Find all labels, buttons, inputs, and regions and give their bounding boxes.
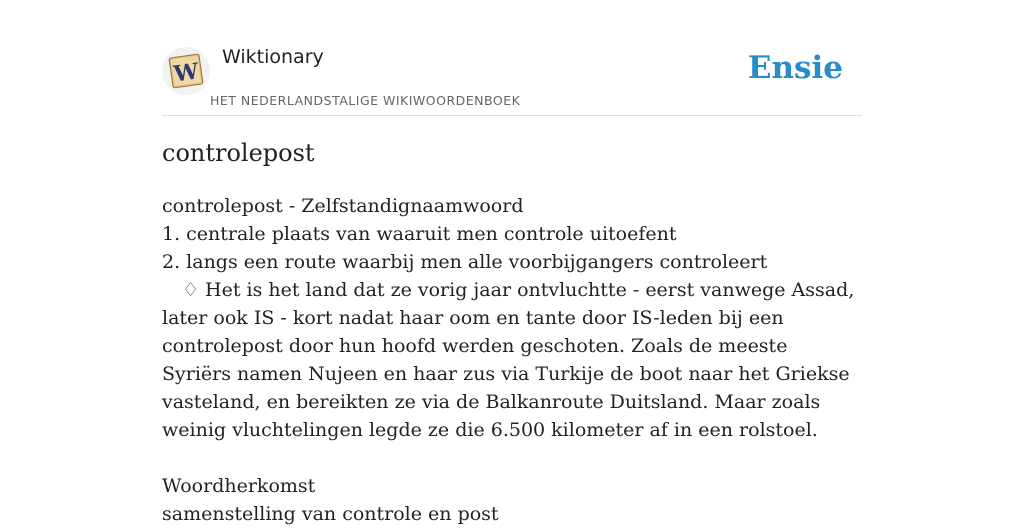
wiktionary-logo[interactable] <box>162 47 210 95</box>
ensie-brand-link[interactable]: Ensie <box>747 50 843 86</box>
etymology-heading: Woordherkomst <box>162 475 316 497</box>
entry-content <box>162 192 862 528</box>
site-tagline: HET NEDERLANDSTALIGE WIKIWOORDENBOEK <box>210 93 521 108</box>
definition-2: 2. langs een route waarbij men alle voorbijgangers controleert <box>162 251 768 273</box>
entry-title: controlepost <box>162 139 315 167</box>
part-of-speech-line: controlepost - Zelfstandignaamwoord <box>162 195 524 217</box>
site-name[interactable]: Wiktionary <box>222 46 324 68</box>
page <box>162 0 862 525</box>
logo-letter: W <box>172 58 201 88</box>
wiktionary-logo-icon <box>162 47 210 95</box>
example-sentence <box>162 276 862 444</box>
header-divider <box>162 115 862 116</box>
section-spacer <box>162 444 862 472</box>
example-text: Het is het land dat ze vorig jaar ontvluchtte - eerst vanwege Assad, later ook IS - kort nadat haar oom en tante door IS-leden bij een controlepost door hun hoofd werden geschoten. Zoals de meeste Syriërs namen Nujeen en haar zus via Turkije de boot naar het Griekse vasteland, en bereikten ze via de Balkanroute Duitsland. Maar zoals weinig vluchtelingen legde ze die 6.500 kilometer af in een rolstoel. <box>162 279 855 441</box>
etymology-text: samenstelling van controle en post <box>162 503 499 525</box>
example-marker-icon: ♢ <box>182 279 200 301</box>
definition-1: 1. centrale plaats van waaruit men controle uitoefent <box>162 223 677 245</box>
